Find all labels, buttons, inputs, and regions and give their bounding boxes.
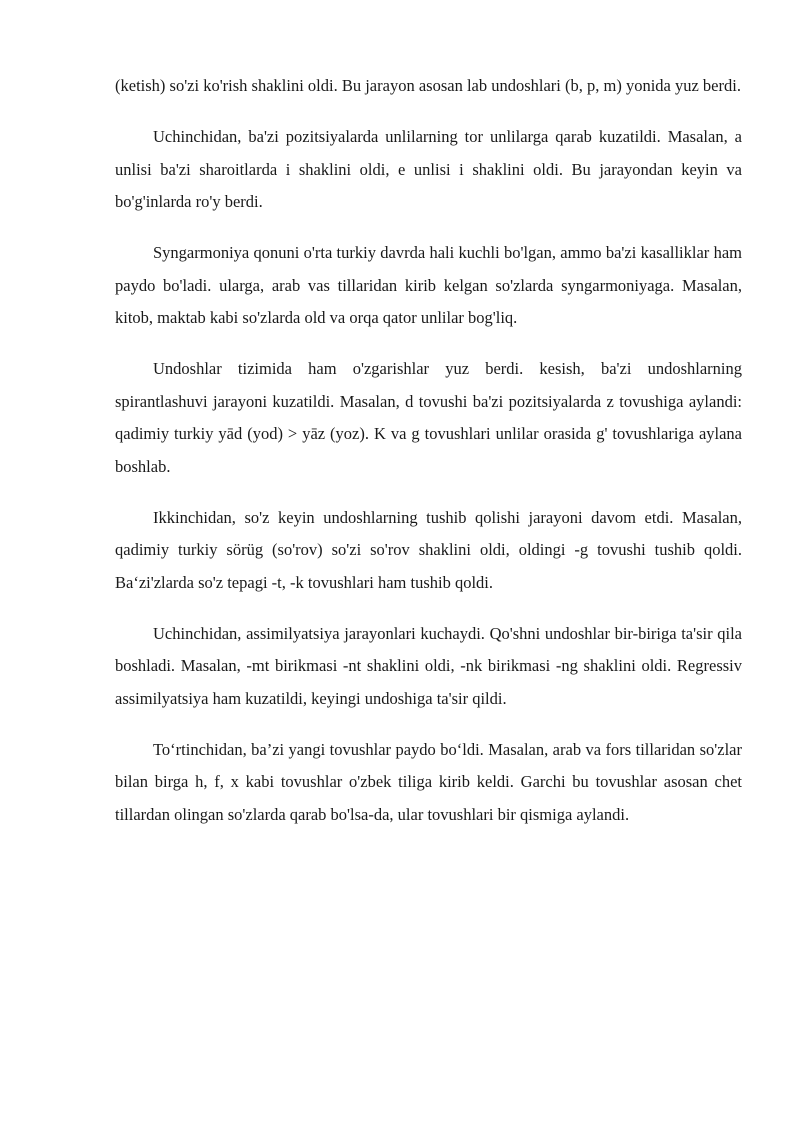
paragraph-consonant-loss: Ikkinchidan, so'z keyin undoshlarning tushib qolishi jarayoni davom etdi. Masalan, qadimiy turkiy sörüg (so'rov) so'zi so'rov shaklini oldi, oldingi -g tovushi tushib qoldi. Ba‘zi'zlarda so'z tepagi -t, -k tovushlari ham tushib qoldi. [115,507,742,592]
paragraph-new-sounds: To‘rtinchidan, ba’zi yangi tovushlar paydo bo‘ldi. Masalan, arab va fors tillaridan so'zlar bilan birga h, f, x kabi tovushlar o'zbek tiliga kirib keldi. Garchi bu tovushlar asosan chet tillardan olingan so'zlarda qarab bo'lsa-da, ular tovushlari bir qismiga aylandi. [115,739,742,824]
paragraph-assimilation: Uchinchidan, assimilyatsiya jarayonlari kuchaydi. Qo'shni undoshlar bir-biriga ta'sir qila boshladi. Masalan, -mt birikmasi -nt shaklini oldi, -nk birikmasi -ng shaklini oldi. Regressiv assimilyatsiya ham kuzatildi, keyingi undoshiga ta'sir qildi. [115,623,742,708]
document-page [115,70,742,850]
paragraph-synharmonism: Syngarmoniya qonuni o'rta turkiy davrda hali kuchli bo'lgan, ammo ba'zi kasalliklar ham paydo bo'ladi. ularga, arab vas tillaridan kirib kelgan so'zlarda syngarmoniyaga. Masalan, kitob, maktab kabi so'zlarda old va orqa qator unlilar bog'liq. [115,243,742,327]
paragraph-vowel-narrowing: Uchinchidan, ba'zi pozitsiyalarda unlilarning tor unlilarga qarab kuzatildi. Masalan, a unlisi ba'zi sharoitlarda i shaklini oldi, e unlisi i shaklini oldi. Bu jarayondan keyin va bo'g'inlarda ro'y berdi. [115,127,742,211]
paragraph-continuation: (ketish) so'zi ko'rish shaklini oldi. Bu jarayon asosan lab undoshlari (b, p, m) yonida yuz berdi. [115,76,741,95]
paragraph-consonant-changes: Undoshlar tizimida ham o'zgarishlar yuz berdi. kesish, ba'zi undoshlarning spirantlashuvi jarayoni kuzatildi. Masalan, d tovushi ba'zi pozitsiyalarda z tovushiga aylandi: qadimiy turkiy yād (yod) > yāz (yoz). K va g tovushlari unlilar orasida g' tovushlariga aylana boshlab. [115,359,742,476]
